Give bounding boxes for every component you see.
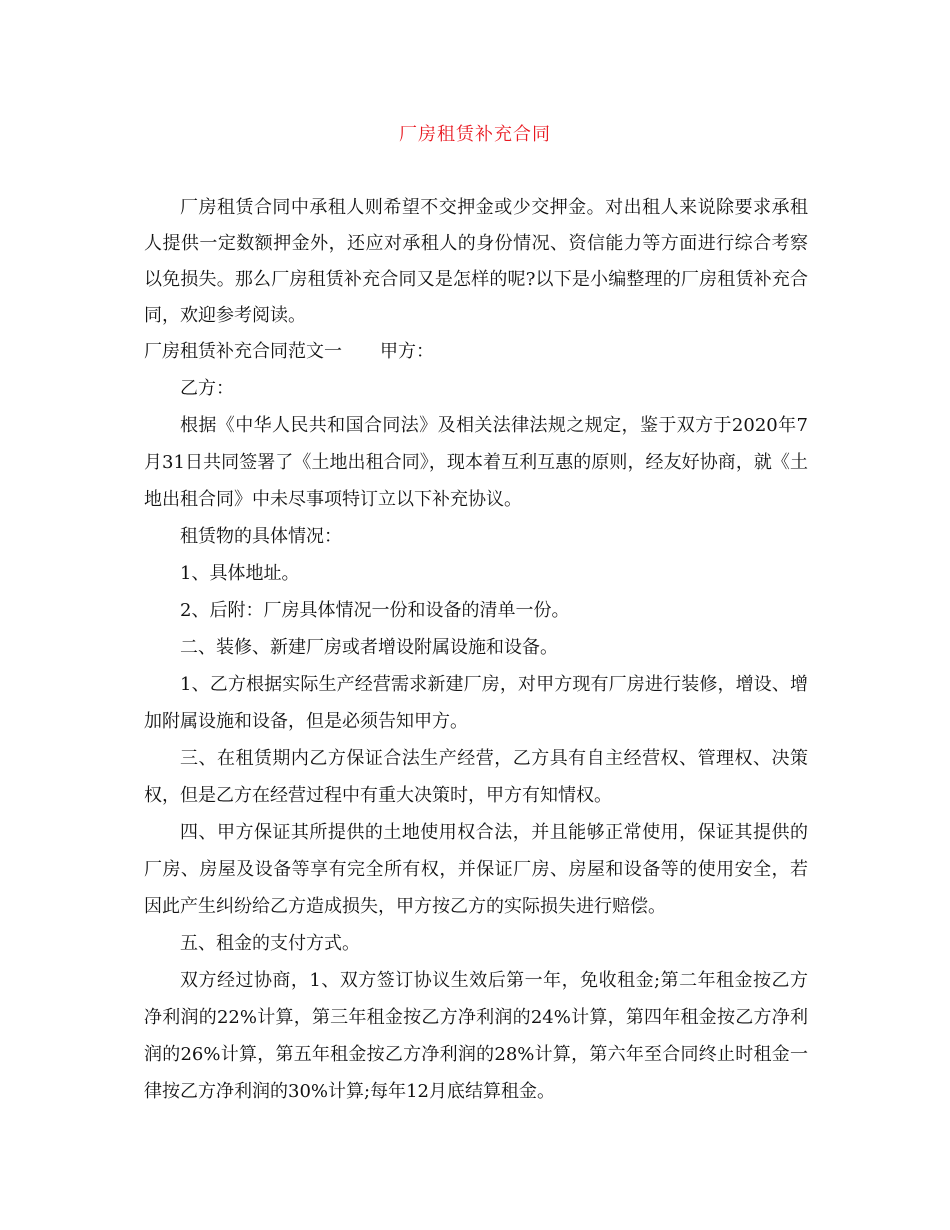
paragraph-item-2: 2、后附：厂房具体情况一份和设备的清单一份。 <box>180 600 570 621</box>
paragraph-section-3: 三、在租赁期内乙方保证合法生产经营，乙方具有自主经营权、管理权、决策权，但是乙方在经营过程中有重大决策时，甲方有知情权。 <box>144 748 808 806</box>
paragraph-basis: 根据《中华人民共和国合同法》及相关法律法规之规定，鉴于双方于2020年7月31日共同签署了《土地出租合同》，现本着互利互惠的原则，经友好协商，就《土地出租合同》中未尽事项特订立以下补充协议。 <box>144 415 808 510</box>
paragraph-section-2: 二、装修、新建厂房或者增设附属设施和设备。 <box>180 637 558 658</box>
paragraph-leased-items: 租赁物的具体情况： <box>180 526 342 547</box>
party-b-label: 乙方： <box>180 378 234 399</box>
paragraph-section-4: 四、甲方保证其所提供的土地使用权合法，并且能够正常使用，保证其提供的厂房、房屋及设备等享有完全所有权，并保证厂房、房屋和设备等的使用安全，若因此产生纠纷给乙方造成损失，甲方按乙方的实际损失进行赔偿。 <box>144 822 808 917</box>
document-body <box>144 190 808 1110</box>
document-title: 厂房租赁补充合同 <box>399 124 551 145</box>
paragraph-intro: 厂房租赁合同中承租人则希望不交押金或少交押金。对出租人来说除要求承租人提供一定数额押金外，还应对承租人的身份情况、资信能力等方面进行综合考察以免损失。那么厂房租赁补充合同又是怎样的呢?以下是小编整理的厂房租赁补充合同，欢迎参考阅读。 <box>144 197 808 326</box>
paragraph-section-2-1: 1、乙方根据实际生产经营需求新建厂房，对甲方现有厂房进行装修，增设、增加附属设施和设备，但是必须告知甲方。 <box>144 674 808 732</box>
paragraph-section-5: 五、租金的支付方式。 <box>180 933 360 954</box>
sample-heading-label: 厂房租赁补充合同范文一 <box>144 341 342 362</box>
sample-heading-row <box>144 334 808 370</box>
party-a-label: 甲方： <box>380 341 434 362</box>
paragraph-item-1: 1、具体地址。 <box>180 563 300 584</box>
paragraph-section-5-detail: 双方经过协商，1、双方签订协议生效后第一年，免收租金;第二年租金按乙方净利润的22%计算，第三年租金按乙方净利润的24%计算，第四年租金按乙方净利润的26%计算，第五年租金按乙方净利润的28%计算，第六年至合同终止时租金一律按乙方净利润的30%计算;每年12月底结算租金。 <box>144 970 808 1102</box>
